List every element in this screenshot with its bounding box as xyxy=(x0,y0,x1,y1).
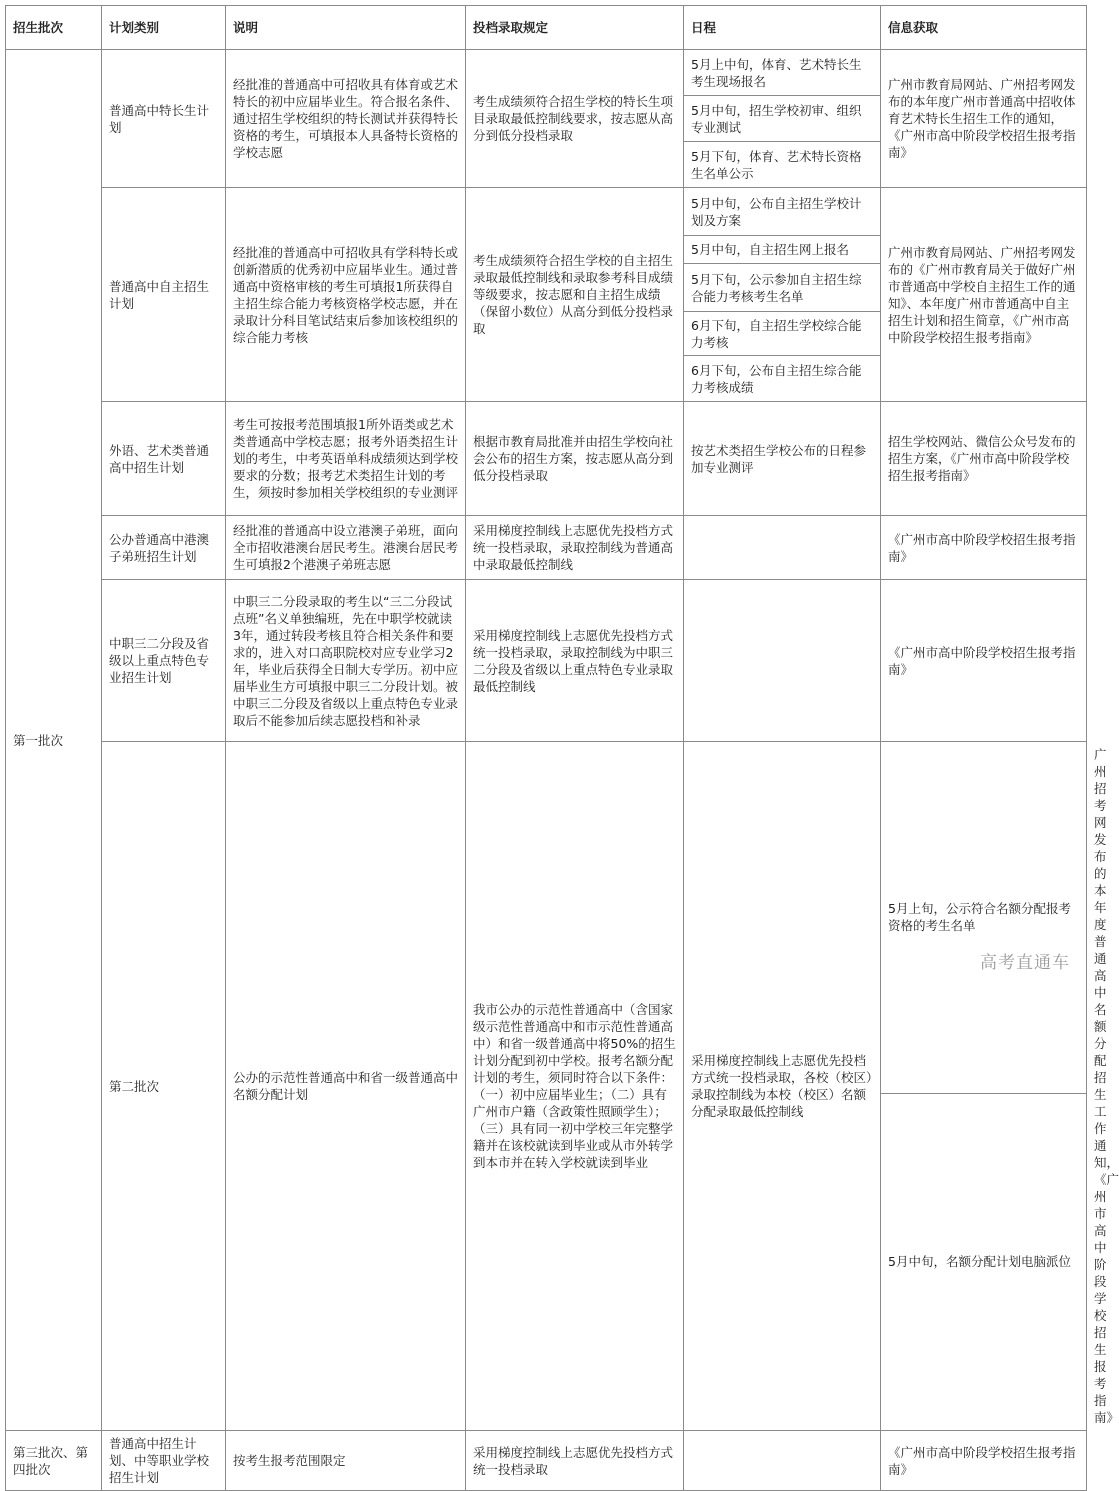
schedule-cell: 6月下旬，自主招生学校综合能力考核 xyxy=(684,312,881,356)
table-row xyxy=(6,188,1087,236)
category-cell: 普通高中招生计划、中等职业学校招生计划 xyxy=(102,1431,226,1491)
info-cell: 《广州市高中阶段学校招生报考指南》 xyxy=(881,580,1087,742)
table-row xyxy=(6,580,1087,742)
description-cell: 经批准的普通高中设立港澳子弟班，面向全市招收港澳台居民考生。港澳台居民考生可填报2个港澳子弟班志愿 xyxy=(226,516,466,580)
rule-cell: 采用梯度控制线上志愿优先投档方式统一投档录取，录取控制线为中职三二分段及省级以上重点特色专业录取最低控制线 xyxy=(466,580,684,742)
schedule-cell: 5月中旬，名额分配计划电脑派位 xyxy=(881,1093,1087,1430)
schedule-cell: 5月下旬，公示参加自主招生综合能力考核考生名单 xyxy=(684,264,881,312)
table-row xyxy=(6,402,1087,516)
rule-cell: 考生成绩须符合招生学校的自主招生录取最低控制线和录取参考科目成绩等级要求，按志愿和自主招生成绩（保留小数位）从高分到低分投档录取 xyxy=(466,188,684,402)
header-info-source: 信息获取 xyxy=(881,6,1087,50)
category-cell: 普通高中自主招生计划 xyxy=(102,188,226,402)
schedule-cell xyxy=(684,516,881,580)
rule-cell: 采用梯度控制线上志愿优先投档方式统一投档录取，录取控制线为普通高中录取最低控制线 xyxy=(466,516,684,580)
schedule-cell: 5月下旬，体育、艺术特长资格生名单公示 xyxy=(684,142,881,188)
schedule-cell: 6月下旬，公布自主招生综合能力考核成绩 xyxy=(684,356,881,402)
schedule-cell: 5月中旬，自主招生网上报名 xyxy=(684,236,881,264)
description-cell: 经批准的普通高中可招收具有体育或艺术特长的初中应届毕业生。符合报名条件、通过招生学校组织的特长测试并获得特长资格的考生，可填报本人具备特长资格的学校志愿 xyxy=(226,50,466,188)
header-description: 说明 xyxy=(226,6,466,50)
schedule-cell: 按艺术类招生学校公布的日程参加专业测评 xyxy=(684,402,881,516)
header-admission-rule: 投档录取规定 xyxy=(466,6,684,50)
schedule-cell xyxy=(684,580,881,742)
header-category: 计划类别 xyxy=(102,6,226,50)
schedule-cell: 5月中旬，招生学校初审、组织专业测试 xyxy=(684,96,881,142)
category-cell: 公办的示范性普通高中和省一级普通高中名额分配计划 xyxy=(226,742,466,1431)
category-cell: 公办普通高中港澳子弟班招生计划 xyxy=(102,516,226,580)
rule-cell: 采用梯度控制线上志愿优先投档方式统一投档录取 xyxy=(466,1431,684,1491)
header-schedule: 日程 xyxy=(684,6,881,50)
header-batch: 招生批次 xyxy=(6,6,102,50)
batch-cell-3: 第三批次、第四批次 xyxy=(6,1431,102,1491)
description-cell: 我市公办的示范性普通高中（含国家级示范性普通高中和市示范性普通高中）和省一级普通高中将50%的招生计划分配到初中学校。报考名额分配计划的考生，须同时符合以下条件：（一）初中应届毕业生；（二）具有广州市户籍（含政策性照顾学生）；（三）具有同一初中学校三年完整学籍并在该校就读到毕业或从市外转学到本市并在转入学校就读到毕业 xyxy=(466,742,684,1431)
description-cell: 考生可按报考范围填报1所外语类或艺术类普通高中学校志愿；报考外语类招生计划的考生，中考英语单科成绩须达到学校要求的分数；报考艺术类招生计划的考生，须按时参加相关学校组织的专业测评 xyxy=(226,402,466,516)
info-cell: 广州市教育局网站、广州招考网发布的《广州市教育局关于做好广州市普通高中学校自主招生工作的通知》、本年度广州市普通高中自主招生计划和招生简章，《广州市高中阶段学校招生报考指南》 xyxy=(881,188,1087,402)
schedule-cell: 5月上旬，公示符合名额分配报考资格的考生名单 xyxy=(881,742,1087,1094)
watermark-text: 高考直通车 xyxy=(980,953,1070,973)
rule-cell: 根据市教育局批准并由招生学校向社会公布的招生方案，按志愿从高分到低分投档录取 xyxy=(466,402,684,516)
info-cell: 《广州市高中阶段学校招生报考指南》 xyxy=(881,1431,1087,1491)
table-row xyxy=(6,1431,1087,1491)
schedule-cell xyxy=(684,1431,881,1491)
description-cell: 中职三二分段录取的考生以“三二分段试点班”名义单独编班，先在中职学校就读3年，通过转段考核且符合相关条件和要求的，进入对口高职院校对应专业学习2年，毕业后获得全日制大专学历。初中应届毕业生方可填报中职三二分段计划。被中职三二分段及省级以上重点特色专业录取后不能参加后续志愿投档和补录 xyxy=(226,580,466,742)
description-cell: 按考生报考范围限定 xyxy=(226,1431,466,1491)
info-cell: 广州市教育局网站、广州招考网发布的本年度广州市普通高中招收体育艺术特长生招生工作的通知，《广州市高中阶段学校招生报考指南》 xyxy=(881,50,1087,188)
table-header-row xyxy=(6,6,1087,50)
table-row xyxy=(6,50,1087,96)
schedule-cell: 5月上中旬，体育、艺术特长生考生现场报名 xyxy=(684,50,881,96)
category-cell: 普通高中特长生计划 xyxy=(102,50,226,188)
admission-plan-table xyxy=(5,5,1119,1491)
info-cell: 招生学校网站、微信公众号发布的招生方案，《广州市高中阶段学校招生报考指南》 xyxy=(881,402,1087,516)
category-cell: 外语、艺术类普通高中招生计划 xyxy=(102,402,226,516)
rule-cell: 考生成绩须符合招生学校的特长生项目录取最低控制线要求，按志愿从高分到低分投档录取 xyxy=(466,50,684,188)
description-cell: 经批准的普通高中可招收具有学科特长或创新潜质的优秀初中应届毕业生。通过普通高中资格审核的考生可填报1所获得自主招生综合能力考核资格学校志愿，并在录取计分科目笔试结束后参加该校组织的综合能力考核 xyxy=(226,188,466,402)
info-cell: 《广州市高中阶段学校招生报考指南》 xyxy=(881,516,1087,580)
batch-cell-1: 第一批次 xyxy=(6,50,102,1431)
table-row: 第二批次 公办的示范性普通高中和省一级普通高中名额分配计划 我市公办的示范性普通高中（含国家级示范性普通高中和市示范性普通高中）和省一级普通高中将50%的招生计划分配到初中学校。报考名额分配计划的考生，须同时符合以下条件：（一）初中应届毕业生；（二）具有广州市户籍（含政策性照顾学生）；（三）具有同一初中学校三年完整学籍并在该校就读到毕业或从市外转学到本市并在转入学校就读到毕业 采用梯度控制线上志愿优先投档方式统一投档录取，各校（校区）录取控制线为本校（校区）名额分配录取最低控制线 5月上旬，公示符合名额分配报考资格的考生名单 广州招考网发布的本年度普通高中名额分配招生工作通知，《广州市高中阶段学校招生报考指南》 xyxy=(6,742,1087,1094)
schedule-cell: 5月中旬，公布自主招生学校计划及方案 xyxy=(684,188,881,236)
category-cell: 中职三二分段及省级以上重点特色专业招生计划 xyxy=(102,580,226,742)
batch-cell-2: 第二批次 xyxy=(102,742,226,1431)
table-row xyxy=(6,516,1087,580)
rule-cell: 采用梯度控制线上志愿优先投档方式统一投档录取，各校（校区）录取控制线为本校（校区）名额分配录取最低控制线 xyxy=(684,742,881,1431)
